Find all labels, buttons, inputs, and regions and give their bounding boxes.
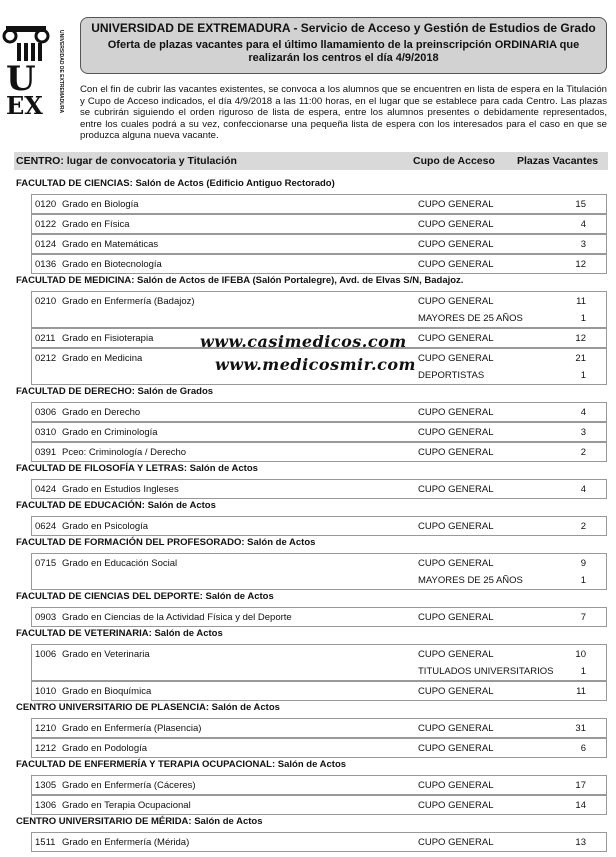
access-quota: CUPO GENERAL (418, 649, 494, 660)
table-row (31, 422, 607, 442)
access-quota: CUPO GENERAL (418, 780, 494, 791)
table-row (31, 795, 607, 815)
access-quota: CUPO GENERAL (418, 800, 494, 811)
degree-code: 0136 (35, 259, 57, 270)
degree-code: 0306 (35, 407, 57, 418)
section-title: CENTRO UNIVERSITARIO DE MÉRIDA: Salón de Actos (16, 816, 263, 827)
vacant-places: 11 (576, 296, 586, 307)
table-row (31, 291, 607, 328)
degree-code: 1006 (35, 649, 57, 660)
degree-name: Grado en Ciencias de la Actividad Física y del Deporte (62, 612, 292, 623)
vacant-places: 4 (580, 484, 586, 495)
table-row (31, 607, 607, 627)
degree-name: Grado en Estudios Ingleses (62, 484, 179, 495)
degree-code: 1306 (35, 800, 57, 811)
vacant-places: 12 (575, 333, 586, 344)
table-row (31, 738, 607, 758)
logo-letters-ex: EX (6, 91, 43, 116)
section-title: FACULTAD DE ENFERMERÍA Y TERAPIA OCUPACIONAL: Salón de Actos (16, 759, 347, 770)
vacant-places: 10 (575, 649, 586, 660)
table-row (31, 479, 607, 499)
table-row (31, 254, 607, 274)
access-quota: CUPO GENERAL (418, 743, 494, 754)
vacant-places: 1 (580, 666, 586, 677)
column-header (14, 152, 608, 170)
access-quota: CUPO GENERAL (418, 407, 494, 418)
degree-name: Grado en Derecho (62, 407, 141, 418)
section-title: FACULTAD DE VETERINARIA: Salón de Actos (16, 628, 223, 639)
table-row (31, 644, 607, 681)
table-row (31, 194, 607, 214)
document-subtitle: Oferta de plazas vacantes para el último llamamiento de la preinscripción ORDINARIA que realizarán los centros el día 4/9/2018 (107, 39, 580, 64)
intro-paragraph: Con el fin de cubrir las vacantes existentes, se convoca a los alumnos que se encuentren en lista de espera en la Titulación y Cupo de Acceso indicados, el día 4/9/2018 a las 11:00 horas, en el lugar que se establece para cada Centro. Las plazas se cubrirán siguiendo el orden riguroso de lista de espera, entre los alumnos presentes o debidamente representados, entre los cuales podrá a su vez, confeccionarse una pequeña lista de espera con los interesados para el caso en que se produzca alguna nueva vacante. (80, 84, 607, 141)
access-quota: CUPO GENERAL (418, 219, 494, 230)
section-title: FACULTAD DE FORMACIÓN DEL PROFESORADO: Salón de Actos (16, 537, 316, 548)
access-quota: CUPO GENERAL (418, 723, 494, 734)
vacant-places: 21 (575, 353, 586, 364)
degree-code: 0124 (35, 239, 57, 250)
access-quota: MAYORES DE 25 AÑOS (418, 313, 523, 324)
degree-name: Grado en Psicología (62, 521, 149, 532)
col-centro: CENTRO: lugar de convocatoria y Titulación (16, 155, 237, 167)
vacant-places: 6 (580, 743, 586, 754)
degree-code: 0391 (35, 447, 57, 458)
degree-name: Grado en Enfermería (Cáceres) (62, 780, 196, 791)
degree-code: 1305 (35, 780, 57, 791)
degree-name: Grado en Biología (62, 199, 139, 210)
vacant-places: 1 (580, 575, 586, 586)
section-title: FACULTAD DE DERECHO: Salón de Grados (16, 386, 214, 397)
section-title: FACULTAD DE EDUCACIÓN: Salón de Actos (16, 500, 216, 511)
logo-vertical-text: UNIVERSIDAD DE EXTREMADURA (58, 30, 64, 114)
col-cupo: Cupo de Acceso (413, 155, 495, 167)
vacant-places: 3 (580, 427, 586, 438)
vacant-places: 17 (575, 780, 586, 791)
table-row (31, 681, 607, 701)
degree-name: Grado en Enfermería (Plasencia) (62, 723, 202, 734)
access-quota: CUPO GENERAL (418, 686, 494, 697)
section-title: FACULTAD DE CIENCIAS DEL DEPORTE: Salón de Actos (16, 591, 274, 602)
vacant-places: 9 (580, 558, 586, 569)
section-title: FACULTAD DE FILOSOFÍA Y LETRAS: Salón de Actos (16, 463, 258, 474)
access-quota: CUPO GENERAL (418, 259, 494, 270)
degree-code: 0715 (35, 558, 57, 569)
degree-code: 1212 (35, 743, 57, 754)
access-quota: MAYORES DE 25 AÑOS (418, 575, 523, 586)
degree-code: 0211 (35, 333, 56, 344)
table-row (31, 832, 607, 852)
degree-name: Grado en Matemáticas (62, 239, 159, 250)
access-quota: CUPO GENERAL (418, 521, 494, 532)
table-row (31, 402, 607, 422)
degree-code: 0903 (35, 612, 57, 623)
vacant-places: 1 (580, 370, 586, 381)
section-title: FACULTAD DE MEDICINA: Salón de Actos de IFEBA (Salón Portalegre), Avd. de Elvas S/N, Badajoz. (16, 275, 464, 286)
degree-name: Grado en Veterinaria (62, 649, 150, 660)
access-quota: CUPO GENERAL (418, 447, 494, 458)
access-quota: CUPO GENERAL (418, 353, 494, 364)
logo-letter-u: U (6, 59, 36, 99)
vacant-places: 4 (580, 219, 586, 230)
degree-code: 0310 (35, 427, 57, 438)
degree-name: Grado en Podología (62, 743, 148, 754)
table-row (31, 442, 607, 462)
degree-code: 1010 (35, 686, 57, 697)
vacant-places: 2 (580, 521, 586, 532)
degree-code: 0424 (35, 484, 57, 495)
degree-name: Grado en Enfermería (Badajoz) (62, 296, 195, 307)
degree-code: 0122 (35, 219, 57, 230)
degree-name: Grado en Educación Social (62, 558, 178, 569)
vacant-places: 31 (575, 723, 586, 734)
degree-name: Pceo: Criminología / Derecho (62, 447, 187, 458)
table-row (31, 234, 607, 254)
access-quota: CUPO GENERAL (418, 837, 494, 848)
table-row (31, 553, 607, 590)
degree-name: Grado en Biotecnología (62, 259, 162, 270)
degree-name: Grado en Terapia Ocupacional (62, 800, 191, 811)
watermark-casimedicos: www.casimedicos.com (200, 332, 407, 351)
institution-title: UNIVERSIDAD DE EXTREMADURA - Servicio de Acceso y Gestión de Estudios de Grado (91, 21, 596, 35)
degree-name: Grado en Fisioterapia (62, 333, 154, 344)
access-quota: CUPO GENERAL (418, 333, 494, 344)
vacant-places: 3 (580, 239, 586, 250)
degree-name: Grado en Criminología (62, 427, 158, 438)
vacant-places: 1 (580, 313, 586, 324)
vacant-places: 12 (575, 259, 586, 270)
degree-code: 1511 (35, 837, 56, 848)
access-quota: DEPORTISTAS (418, 370, 485, 381)
access-quota: CUPO GENERAL (418, 239, 494, 250)
access-quota: CUPO GENERAL (418, 558, 494, 569)
table-row (31, 516, 607, 536)
vacant-places: 15 (575, 199, 586, 210)
vacant-places: 13 (575, 837, 586, 848)
degree-name: Grado en Física (62, 219, 130, 230)
degree-code: 0624 (35, 521, 57, 532)
section-title: CENTRO UNIVERSITARIO DE PLASENCIA: Salón de Actos (16, 702, 280, 713)
access-quota: CUPO GENERAL (418, 296, 494, 307)
vacant-places: 4 (580, 407, 586, 418)
uex-logo (2, 26, 64, 116)
header-box (80, 17, 607, 74)
vacant-places: 11 (576, 686, 586, 697)
section-title: FACULTAD DE CIENCIAS: Salón de Actos (Edificio Antiguo Rectorado) (16, 178, 335, 189)
degree-name: Grado en Bioquímica (62, 686, 152, 697)
table-row (31, 775, 607, 795)
degree-code: 0212 (35, 353, 57, 364)
vacant-places: 14 (575, 800, 586, 811)
degree-code: 0120 (35, 199, 57, 210)
table-row (31, 214, 607, 234)
access-quota: CUPO GENERAL (418, 484, 494, 495)
watermark-medicosmir: www.medicosmir.com (215, 355, 416, 374)
vacant-places: 7 (580, 612, 586, 623)
vacant-places: 2 (580, 447, 586, 458)
degree-code: 1210 (35, 723, 57, 734)
degree-code: 0210 (35, 296, 57, 307)
access-quota: CUPO GENERAL (418, 612, 494, 623)
degree-name: Grado en Enfermería (Mérida) (62, 837, 190, 848)
access-quota: TITULADOS UNIVERSITARIOS (418, 666, 554, 677)
col-plazas: Plazas Vacantes (517, 155, 599, 167)
access-quota: CUPO GENERAL (418, 199, 494, 210)
table-row (31, 718, 607, 738)
access-quota: CUPO GENERAL (418, 427, 494, 438)
degree-name: Grado en Medicina (62, 353, 143, 364)
